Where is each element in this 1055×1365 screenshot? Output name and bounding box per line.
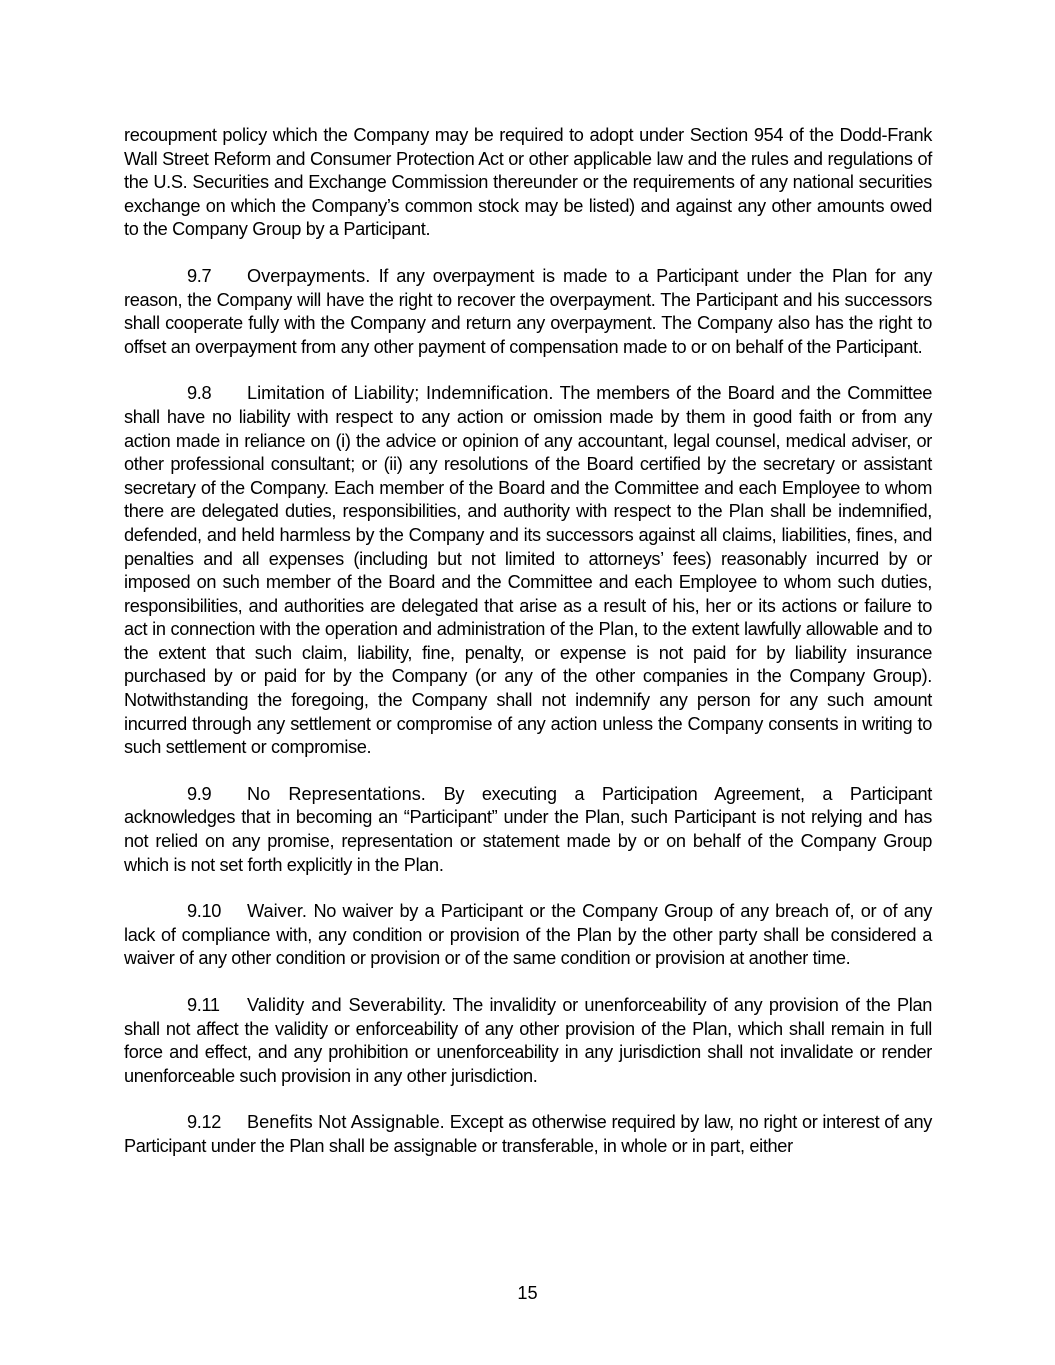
section-title: Validity and Severability. — [247, 995, 447, 1015]
section-number: 9.8 — [187, 383, 212, 404]
section-9-11 — [124, 994, 932, 1088]
section-body: The members of the Board and the Committee shall have no liability with respect to any action or omission made by them in good faith or from any action made in reliance on (i) the advice or opinion of any accountant, legal counsel, medical adviser, or other professional consultant; or (ii) any resolutions of the Board certified by the secretary or assistant secretary of the Company. Each member of the Board and the Committee and each Employee to whom there are delegated duties, responsibilities, and authority with respect to the Plan shall be indemnified, defended, and held harmless by the Company and its successors against all claims, liabilities, fines, and penalties and all expenses (including but not limited to attorneys’ fees) reasonably incurred by or imposed on such member of the Board and the Committee and each Employee to whom such duties, responsibilities, and authorities are delegated that arise as a result of his, her or its actions or failure to act in connection with the operation and administration of the Plan, to the extent lawfully allowable and to the extent that such claim, liability, fine, penalty, or expense is not paid for by liability insurance purchased by or paid for by the Company (or any of the other companies in the Company Group). Notwithstanding the foregoing, the Company shall not indemnify any person for any such amount incurred through any settlement or compromise of any action unless the Company consents in writing to such settlement or compromise. — [124, 383, 932, 758]
section-title: Waiver. — [247, 901, 307, 922]
section-9-9 — [124, 783, 932, 877]
section-title: No Representations. — [247, 783, 426, 804]
section-number: 9.9 — [187, 783, 212, 804]
section-title: Benefits Not Assignable. — [247, 1112, 445, 1133]
section-number: 9.12 — [187, 1112, 221, 1133]
section-9-8 — [124, 382, 932, 760]
document-page — [124, 124, 932, 1182]
intro-paragraph: recoupment policy which the Company may be required to adopt under Section 954 of the Dodd-Frank Wall Street Reform and Consumer Protection Act or other applicable law and the rules and regulations of the U.S. Securities and Exchange Commission thereunder or the requirements of any national securities exchange on which the Company’s common stock may be listed) and against any other amounts owed to the Company Group by a Participant. — [124, 125, 932, 240]
section-number: 9.11 — [187, 995, 220, 1015]
section-body: If any overpayment is made to a Participant under the Plan for any reason, the Company will have the right to recover the overpayment. The Participant and his successors shall cooperate fully with the Company and return any overpayment. The Company also has the right to offset an overpayment from any other payment of compensation made to or on behalf of the Participant. — [124, 265, 932, 357]
section-body: No waiver by a Participant or the Company Group of any breach of, or of any lack of compliance with, any condition or provision of the Plan by the other party shall be considered a waiver of any other condition or provision or of the same condition or provision at another time. — [124, 901, 933, 969]
section-number: 9.7 — [187, 265, 212, 286]
section-body: By executing a Participation Agreement, a Participant acknowledges that in becoming an “Participant” under the Plan, such Participant is not relying and has not relied on any promise, representation or statement made by or on behalf of the Company Group which is not set forth explicitly in the Plan. — [124, 783, 932, 875]
page-number: 15 — [517, 1283, 538, 1303]
section-title: Limitation of Liability; Indemnification. — [247, 383, 554, 404]
section-9-7 — [124, 265, 932, 359]
section-title: Overpayments. — [247, 265, 371, 286]
section-number: 9.10 — [187, 901, 221, 922]
section-body: Except as otherwise required by law, no right or interest of any Participant under the Plan shall be assignable or transferable, in whole or in part, either — [124, 1112, 933, 1156]
section-9-12 — [124, 1111, 932, 1158]
section-body: The invalidity or unenforceability of any provision of the Plan shall not affect the validity or enforceability of any other provision of the Plan, which shall remain in full force and effect, and any prohibition or unenforceability in any jurisdiction shall not invalidate or render unenforceable such provision in any other jurisdiction. — [124, 995, 933, 1086]
section-9-10 — [124, 900, 932, 971]
